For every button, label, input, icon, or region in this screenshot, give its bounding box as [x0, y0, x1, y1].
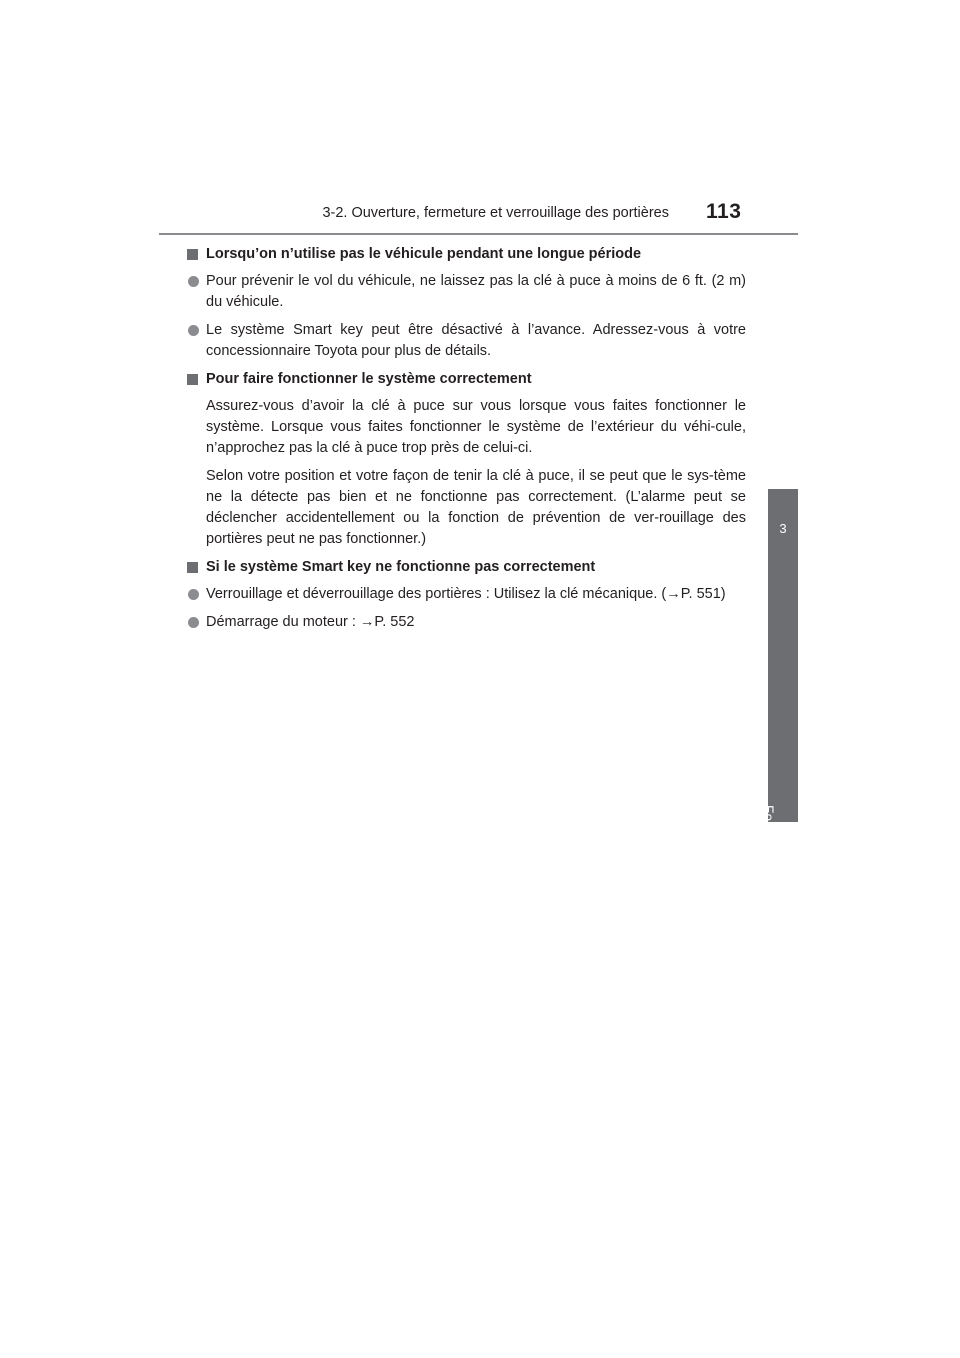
list-item	[206, 320, 746, 362]
page-header-title: 3-2. Ouverture, fermeture et verrouillage des portières	[322, 205, 669, 221]
dot-icon	[188, 276, 199, 287]
list-item	[206, 612, 746, 633]
dot-icon	[188, 325, 199, 336]
square-icon	[187, 249, 198, 260]
section-heading	[206, 369, 746, 390]
section-heading	[206, 244, 746, 265]
section-malfunction	[206, 557, 746, 633]
chapter-label: Fonctionnement de chaque composant	[761, 805, 776, 1046]
dot-icon	[188, 617, 199, 628]
square-icon	[187, 562, 198, 573]
square-icon	[187, 374, 198, 385]
list-item-text: Verrouillage et déverrouillage des portières : Utilisez la clé mécanique. (→P. 551)	[206, 586, 726, 602]
header-divider	[159, 233, 798, 235]
section-correct-operation	[206, 369, 746, 550]
section-heading-text: Si le système Smart key ne fonctionne pas correctement	[206, 559, 596, 575]
list-item	[206, 584, 746, 605]
chapter-number: 3	[779, 521, 787, 536]
dot-icon	[188, 589, 199, 600]
section-long-period	[206, 244, 746, 362]
paragraph: Selon votre position et votre façon de tenir la clé à puce, il se peut que le sys-tème ne la détecte pas bien et ne fonctionne pas correctement. (L’alarme peut se déclencher accidentellement ou la fonction de prévention de ver-rouillage des portières peut ne pas fonctionner.)	[206, 468, 746, 547]
list-item-text: Démarrage du moteur : →P. 552	[206, 614, 415, 630]
list-item	[206, 271, 746, 313]
chapter-side-tab	[761, 489, 798, 1046]
page-content	[206, 244, 746, 640]
page-number: 113	[706, 200, 742, 223]
paragraph: Assurez-vous d’avoir la clé à puce sur vous lorsque vous faites fonctionner le système. Lorsque vous faites fonctionner le système de l’extérieur du véhi-cule, n’approchez pas la clé à puce trop près de celui-ci.	[206, 398, 746, 456]
list-item-text: Le système Smart key peut être désactivé à l’avance. Adressez-vous à votre concessionnaire Toyota pour plus de détails.	[206, 322, 746, 359]
section-heading-text: Pour faire fonctionner le système correctement	[206, 371, 532, 387]
list-item-text: Pour prévenir le vol du véhicule, ne laissez pas la clé à puce à moins de 6 ft. (2 m) du véhicule.	[206, 273, 746, 310]
section-heading	[206, 557, 746, 578]
section-heading-text: Lorsqu’on n’utilise pas le véhicule pendant une longue période	[206, 246, 642, 262]
